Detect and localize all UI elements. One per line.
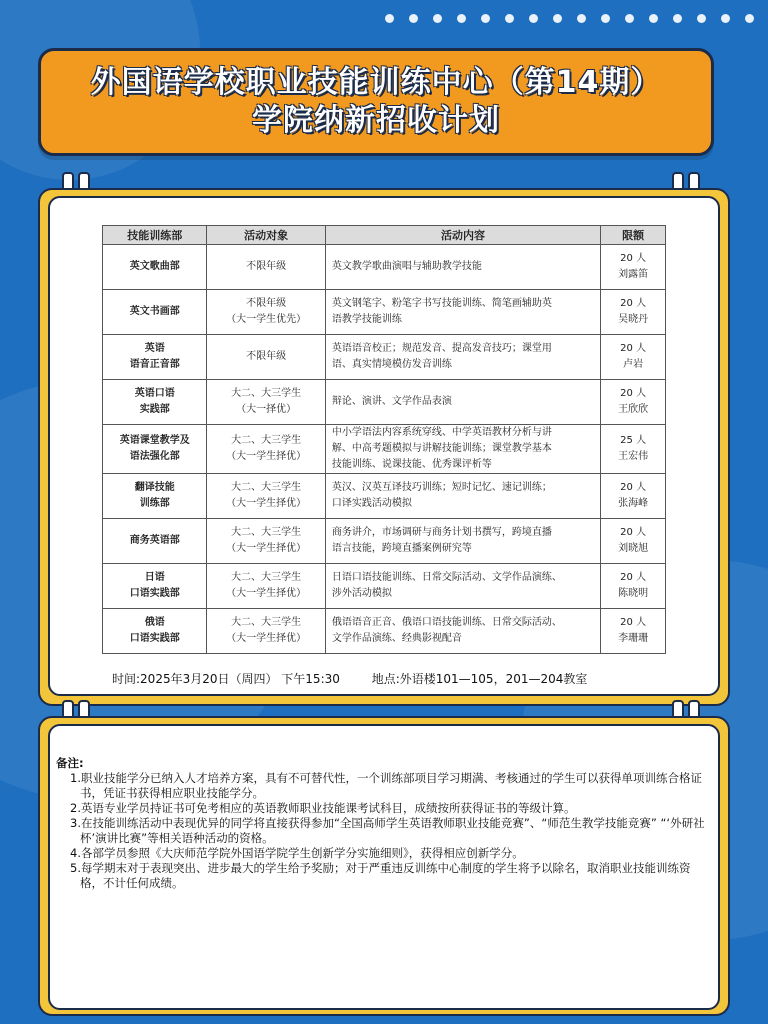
cell-target <box>207 425 325 474</box>
table-row <box>103 609 666 654</box>
cell-target-line: （大一择优） <box>236 404 297 415</box>
cell-dept <box>103 290 207 335</box>
cell-target-line: 不限年级 <box>246 298 287 309</box>
event-time: 时间:2025年3月20日（周四） 下午15:30 <box>112 672 340 686</box>
note-item: 2.英语专业学员持证书可免考相应的英语教师职业技能课考试科目，成绩按所获得证书的等级计算。 <box>70 801 576 815</box>
cell-content-line: 口译实践活动模拟 <box>331 498 412 509</box>
cell-quota-line: 20 人 <box>620 388 647 399</box>
cell-quota-line: 张海峰 <box>618 498 649 509</box>
cell-target-line: 不限年级 <box>246 261 287 272</box>
cell-quota-line: 20 人 <box>620 298 647 309</box>
cell-quota-line: 20 人 <box>620 482 647 493</box>
note-item: 5.每学期末对于表现突出、进步最大的学生给予奖励；对于严重违反训练中心制度的学生将予以除名，取消职业技能训练资格，不计任何成绩。 <box>70 861 691 890</box>
cell-target-line: 大二、大三学生 <box>231 435 302 446</box>
table-header-row <box>103 226 666 245</box>
cell-dept-line: 日语 <box>144 572 165 583</box>
header-content: 活动内容 <box>325 226 600 245</box>
table-row <box>103 335 666 380</box>
cell-dept <box>103 245 207 290</box>
cell-quota <box>601 474 666 519</box>
cell-quota-line: 20 人 <box>620 253 647 264</box>
cell-quota <box>601 609 666 654</box>
event-location: 地点:外语楼101—105，201—204教室 <box>371 672 588 686</box>
cell-target-line: （大一学生择优） <box>226 633 307 644</box>
dot <box>529 14 538 23</box>
cell-content-line: 英文教学歌曲演唱与辅助教学技能 <box>331 261 482 272</box>
table-row <box>103 380 666 425</box>
dot <box>457 14 466 23</box>
cell-content <box>325 335 600 380</box>
cell-content-line: 英汉、汉英互译技巧训练；短时记忆、速记训练； <box>331 482 552 493</box>
cell-target-line: （大一学生择优） <box>226 543 307 554</box>
note-item: 4.各部学员参照《大庆师范学院外国语学院学生创新学分实施细则》，获得相应创新学分。 <box>70 846 524 860</box>
cell-dept <box>103 425 207 474</box>
cell-dept <box>103 519 207 564</box>
cell-content-line: 辩论、演讲、文学作品表演 <box>331 396 452 407</box>
page-title: 外国语学校职业技能训练中心（第14期） <box>90 65 662 100</box>
cell-content-line: 日语口语技能训练、日常交际活动、文学作品演练、 <box>331 572 562 583</box>
cell-quota-line: 李珊珊 <box>618 633 649 644</box>
cell-dept-line: 口语实践部 <box>129 588 180 599</box>
cell-content-line: 英文钢笔字、粉笔字书写技能训练、简笔画辅助英 <box>331 298 552 309</box>
cell-target-line: （大一学生择优） <box>226 498 307 509</box>
cell-dept-line: 实践部 <box>139 404 170 415</box>
table-row <box>103 519 666 564</box>
note-item: 1.职业技能学分已纳入人才培养方案，具有不可替代性，一个训练部项目学习期满、考核通过的学生可以获得单项训练合格证书，凭证书获得相应职业技能学分。 <box>70 771 702 800</box>
cell-dept-line: 英语课堂教学及 <box>119 435 190 446</box>
cell-dept-line: 口语实践部 <box>129 633 180 644</box>
cell-quota <box>601 519 666 564</box>
cell-content-line: 涉外活动模拟 <box>331 588 392 599</box>
cell-target-line: 大二、大三学生 <box>231 617 302 628</box>
cell-content-line: 英语语音校正；规范发音、提高发音技巧；课堂用 <box>331 343 552 354</box>
dot <box>745 14 754 23</box>
cell-target-line: 大二、大三学生 <box>231 388 302 399</box>
cell-quota-line: 吴晓丹 <box>618 314 649 325</box>
header-dept: 技能训练部 <box>103 226 207 245</box>
recruitment-table <box>102 225 666 654</box>
dot <box>721 14 730 23</box>
cell-quota-line: 20 人 <box>620 343 647 354</box>
note-item: 3.在技能训练活动中表现优异的同学将直接获得参加“全国高师学生英语教师职业技能竞赛”、“师范生教学技能竞赛” “‘外研社杯’演讲比赛”等相关语种活动的资格。 <box>70 816 705 845</box>
cell-quota-line: 刘露笛 <box>618 269 649 280</box>
dot <box>673 14 682 23</box>
cell-dept <box>103 335 207 380</box>
event-info <box>112 670 672 687</box>
cell-dept-line: 翻译技能 <box>134 482 175 493</box>
dot <box>553 14 562 23</box>
cell-target-line: （大一学生优先） <box>226 314 307 325</box>
cell-dept-line: 俄语 <box>144 617 165 628</box>
cell-dept-line: 英文书画部 <box>129 306 180 317</box>
cell-content-line: 中小学语法内容系统穿线、中学英语教材分析与讲 <box>331 427 552 438</box>
cell-target-line: 大二、大三学生 <box>231 482 302 493</box>
cell-quota-line: 20 人 <box>620 617 647 628</box>
cell-quota-line: 王宏伟 <box>618 451 649 462</box>
cell-dept-line: 商务英语部 <box>129 535 180 546</box>
cell-target <box>207 290 325 335</box>
cell-target-line: 大二、大三学生 <box>231 527 302 538</box>
cell-quota <box>601 425 666 474</box>
dot <box>649 14 658 23</box>
cell-dept-line: 英文歌曲部 <box>129 261 180 272</box>
cell-dept-line: 训练部 <box>139 498 170 509</box>
dot <box>433 14 442 23</box>
cell-dept <box>103 609 207 654</box>
table-row <box>103 564 666 609</box>
cell-quota-line: 20 人 <box>620 572 647 583</box>
cell-content-line: 语教学技能训练 <box>331 314 402 325</box>
cell-content <box>325 609 600 654</box>
notes-label: 备注: <box>56 756 84 770</box>
cell-content <box>325 519 600 564</box>
header-target: 活动对象 <box>207 226 325 245</box>
table-row <box>103 290 666 335</box>
cell-dept <box>103 474 207 519</box>
dot <box>481 14 490 23</box>
dot <box>697 14 706 23</box>
cell-quota <box>601 245 666 290</box>
cell-dept <box>103 380 207 425</box>
cell-content-line: 技能训练、说课技能、优秀课评析等 <box>331 459 492 470</box>
cell-content-line: 语、真实情境模仿发音训练 <box>331 359 452 370</box>
cell-quota-line: 25 人 <box>620 435 647 446</box>
cell-quota <box>601 380 666 425</box>
table-row <box>103 474 666 519</box>
table-row <box>103 425 666 474</box>
cell-content <box>325 564 600 609</box>
cell-quota <box>601 564 666 609</box>
cell-content-line: 解、中高考题模拟与讲解技能训练；课堂教学基本 <box>331 443 552 454</box>
cell-target-line: 大二、大三学生 <box>231 572 302 583</box>
cell-target <box>207 245 325 290</box>
cell-quota <box>601 335 666 380</box>
cell-dept-line: 英语 <box>144 343 165 354</box>
dot <box>385 14 394 23</box>
cell-dept-line: 语音正音部 <box>129 359 180 370</box>
cell-content <box>325 474 600 519</box>
cell-quota-line: 刘晓旭 <box>618 543 649 554</box>
table-row <box>103 245 666 290</box>
dot <box>577 14 586 23</box>
cell-dept <box>103 564 207 609</box>
cell-target-line: 不限年级 <box>246 351 287 362</box>
cell-quota-line: 陈晓明 <box>618 588 649 599</box>
cell-dept-line: 语法强化部 <box>129 451 180 462</box>
cell-content <box>325 380 600 425</box>
decorative-dots <box>385 14 754 23</box>
dot <box>601 14 610 23</box>
cell-quota-line: 王欣欣 <box>618 404 649 415</box>
notes-section <box>56 756 712 891</box>
cell-target <box>207 335 325 380</box>
cell-content-line: 文学作品演练、经典影视配音 <box>331 633 462 644</box>
cell-target <box>207 380 325 425</box>
cell-quota <box>601 290 666 335</box>
header-quota: 限额 <box>601 226 666 245</box>
title-banner <box>38 48 714 156</box>
cell-target-line: （大一学生择优） <box>226 588 307 599</box>
cell-target <box>207 519 325 564</box>
cell-dept-line: 英语口语 <box>134 388 175 399</box>
cell-target <box>207 564 325 609</box>
cell-quota-line: 20 人 <box>620 527 647 538</box>
dot <box>505 14 514 23</box>
cell-target <box>207 474 325 519</box>
dot <box>409 14 418 23</box>
cell-content-line: 语言技能，跨境直播案例研究等 <box>331 543 472 554</box>
table-body <box>103 245 666 654</box>
cell-content-line: 商务讲介，市场调研与商务计划书撰写，跨境直播 <box>331 527 552 538</box>
cell-target-line: （大一学生择优） <box>226 451 307 462</box>
cell-quota-line: 卢岩 <box>623 359 644 370</box>
cell-target <box>207 609 325 654</box>
cell-content <box>325 245 600 290</box>
page-subtitle: 学院纳新招收计划 <box>252 103 500 138</box>
cell-content <box>325 425 600 474</box>
dot <box>625 14 634 23</box>
cell-content <box>325 290 600 335</box>
cell-content-line: 俄语语音正音、俄语口语技能训练、日常交际活动、 <box>331 617 562 628</box>
